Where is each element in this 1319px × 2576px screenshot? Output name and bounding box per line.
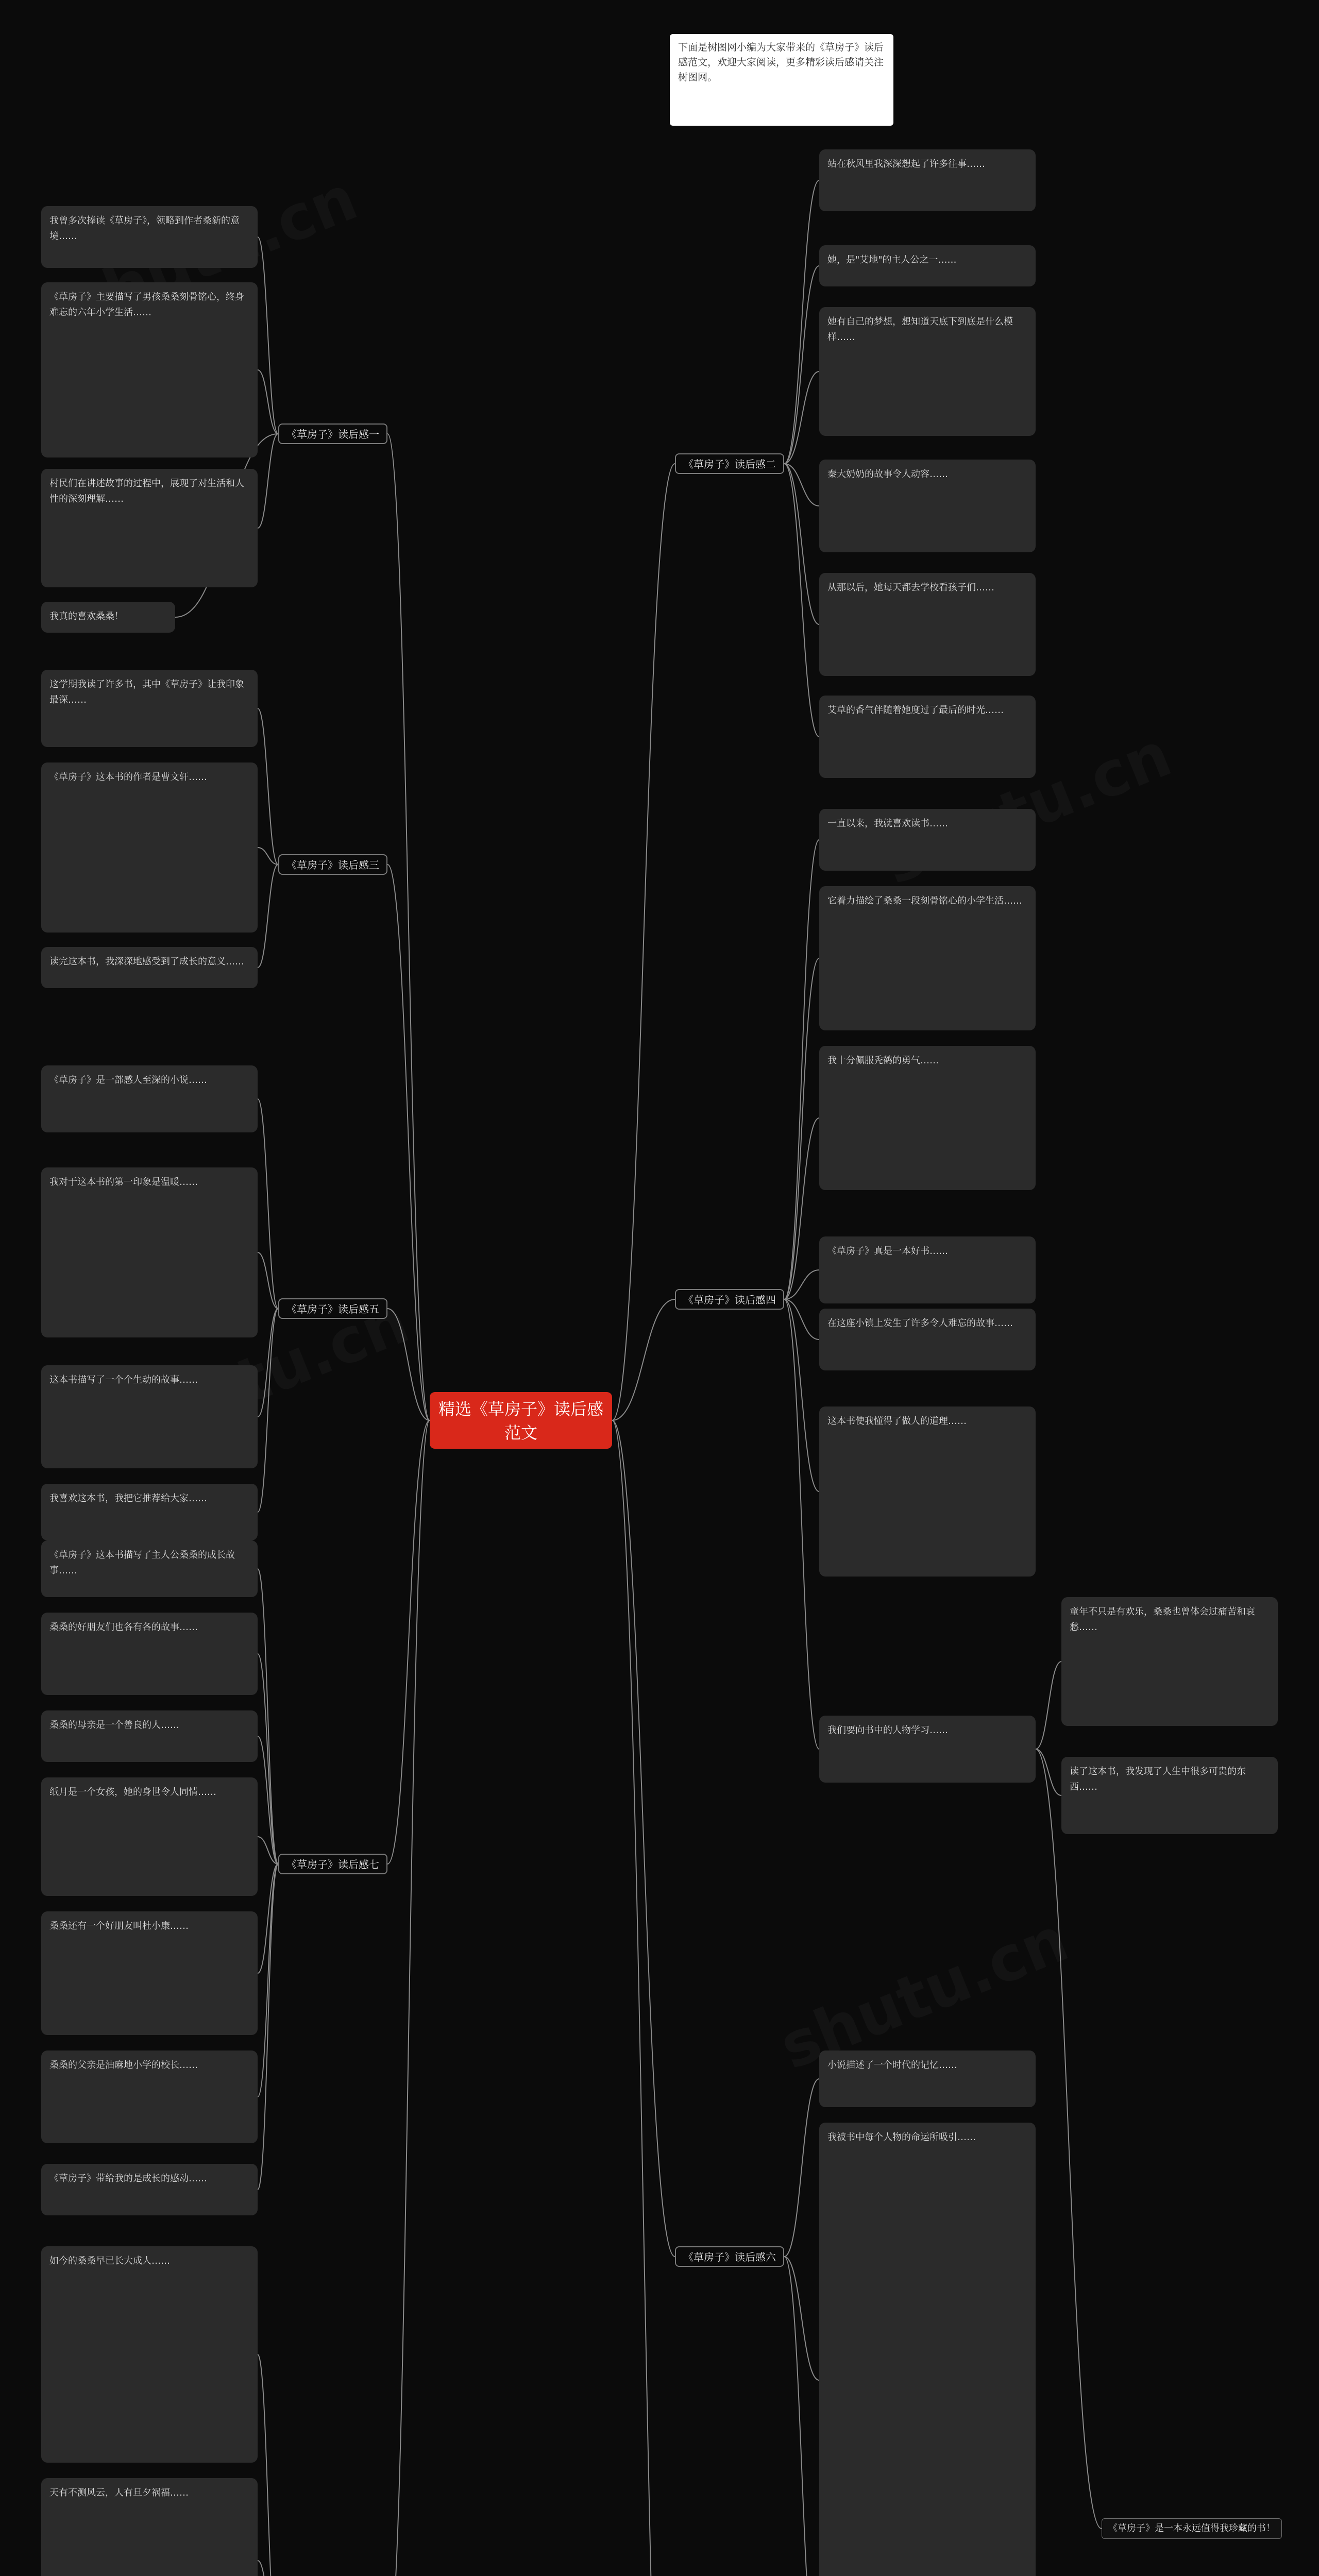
link-branch-3-node-3 <box>258 865 278 968</box>
link-branch-4-node-4 <box>784 1270 819 1299</box>
branch-7-title[interactable]: 《草房子》读后感七 <box>278 1854 387 1874</box>
branch-4-node-4: 《草房子》真是一本好书…… <box>819 1236 1036 1303</box>
link-extra-2 <box>1036 1749 1061 1795</box>
branch-4-node-1: 一直以来，我就喜欢读书…… <box>819 809 1036 871</box>
link-branch-4-node-3 <box>784 1118 819 1299</box>
link-branch-7-node-6 <box>258 1864 278 2097</box>
branch-6-title[interactable]: 《草房子》读后感六 <box>675 2246 784 2267</box>
branch-5-node-3: 这本书描写了一个个生动的故事…… <box>41 1365 258 1468</box>
link-root-branch-6 <box>612 1420 675 2257</box>
branch-7-node-2: 桑桑的好朋友们也各有各的故事…… <box>41 1613 258 1695</box>
branch-4-node-2: 它着力描绘了桑桑一段刻骨铭心的小学生活…… <box>819 886 1036 1030</box>
branch-5-node-2: 我对于这本书的第一印象是温暖…… <box>41 1167 258 1337</box>
link-branch-2-node-1 <box>784 180 819 464</box>
branch-2-node-6: 艾草的香气伴随着她度过了最后的时光…… <box>819 696 1036 778</box>
branch-9-node-1: 如今的桑桑早已长大成人…… <box>41 2246 258 2463</box>
link-branch-5-node-2 <box>258 1252 278 1309</box>
branch-7-node-7: 《草房子》带给我的是成长的感动…… <box>41 2164 258 2215</box>
link-branch-4-node-6 <box>784 1299 819 1492</box>
branch-2-title[interactable]: 《草房子》读后感二 <box>675 453 784 474</box>
link-branch-5-node-1 <box>258 1099 278 1309</box>
link-branch-7-node-1 <box>258 1569 278 1864</box>
link-branch-6-node-3 <box>784 2257 819 2576</box>
link-branch-6-node-2 <box>784 2257 819 2380</box>
link-branch-1-node-2 <box>258 370 278 434</box>
branch-6-node-1: 小说描述了一个时代的记忆…… <box>819 2050 1036 2107</box>
link-footer <box>1036 1749 1102 2529</box>
branch-6-node-2: 我被书中每个人物的命运所吸引…… <box>819 2123 1036 2576</box>
link-branch-2-node-4 <box>784 464 819 506</box>
branch-2-node-4: 秦大奶奶的故事令人动容…… <box>819 460 1036 552</box>
link-root-branch-1 <box>387 434 430 1420</box>
link-branch-6-node-1 <box>784 2079 819 2257</box>
link-root-branch-2 <box>612 464 675 1420</box>
branch-4-node-6: 这本书使我懂得了做人的道理…… <box>819 1406 1036 1577</box>
branch-7-node-3: 桑桑的母亲是一个善良的人…… <box>41 1710 258 1762</box>
link-branch-2-node-6 <box>784 464 819 737</box>
link-branch-3-node-2 <box>258 848 278 865</box>
link-branch-7-node-5 <box>258 1864 278 1973</box>
link-extra-1 <box>1036 1662 1061 1749</box>
branch-1-node-1: 我曾多次捧读《草房子》，领略到作者桑新的意境…… <box>41 206 258 268</box>
link-branch-1-node-3 <box>258 434 278 528</box>
intro-note: 下面是树图网小编为大家带来的《草房子》读后感范文，欢迎大家阅读，更多精彩读后感请关注树图网。 <box>670 34 893 126</box>
branch-9-node-2: 天有不测风云，人有旦夕祸福…… <box>41 2478 258 2576</box>
link-branch-4-node-1 <box>784 840 819 1299</box>
branch-7-node-4: 纸月是一个女孩，她的身世令人同情…… <box>41 1777 258 1896</box>
link-branch-9-node-1 <box>258 2354 278 2576</box>
branch-1-node-2: 《草房子》主要描写了男孩桑桑刻骨铭心，终身难忘的六年小学生活…… <box>41 282 258 457</box>
link-root-branch-8 <box>612 1420 675 2576</box>
link-branch-4-node-5 <box>784 1299 819 1340</box>
link-branch-3-node-1 <box>258 708 278 865</box>
link-branch-4-node-7 <box>784 1299 819 1749</box>
branch-1-node-4: 我真的喜欢桑桑！ <box>41 602 175 633</box>
branch-3-node-1: 这学期我读了许多书，其中《草房子》让我印象最深…… <box>41 670 258 747</box>
footer-node: 《草房子》是一本永远值得我珍藏的书！ <box>1102 2518 1282 2539</box>
root-node[interactable]: 精选《草房子》读后感范文 <box>430 1392 612 1449</box>
link-branch-4-node-2 <box>784 958 819 1299</box>
branch-2-node-5: 从那以后，她每天都去学校看孩子们…… <box>819 573 1036 676</box>
branch-4-node-7: 我们要向书中的人物学习…… <box>819 1716 1036 1783</box>
link-branch-2-node-5 <box>784 464 819 624</box>
branch-2-node-3: 她有自己的梦想，想知道天底下到底是什么模样…… <box>819 307 1036 436</box>
extra-node-1: 童年不只是有欢乐，桑桑也曾体会过痛苦和哀愁…… <box>1061 1597 1278 1726</box>
extra-node-2: 读了这本书，我发现了人生中很多可贵的东西…… <box>1061 1757 1278 1834</box>
link-branch-7-node-7 <box>258 1864 278 2190</box>
link-branch-7-node-4 <box>258 1837 278 1864</box>
branch-3-node-3: 读完这本书，我深深地感受到了成长的意义…… <box>41 947 258 988</box>
branch-4-node-3: 我十分佩服秃鹤的勇气…… <box>819 1046 1036 1190</box>
branch-7-node-5: 桑桑还有一个好朋友叫杜小康…… <box>41 1911 258 2035</box>
branch-2-node-2: 她，是"艾地"的主人公之一…… <box>819 245 1036 286</box>
link-branch-2-node-3 <box>784 371 819 464</box>
link-root-branch-7 <box>387 1420 430 1864</box>
branch-7-node-1: 《草房子》这本书描写了主人公桑桑的成长故事…… <box>41 1540 258 1597</box>
branch-7-node-6: 桑桑的父亲是油麻地小学的校长…… <box>41 2050 258 2143</box>
branch-5-title[interactable]: 《草房子》读后感五 <box>278 1298 387 1319</box>
link-branch-9-node-2 <box>258 2561 278 2576</box>
branch-5-node-1: 《草房子》是一部感人至深的小说…… <box>41 1065 258 1132</box>
branch-1-node-3: 村民们在讲述故事的过程中，展现了对生活和人性的深刻理解…… <box>41 469 258 587</box>
branch-2-node-1: 站在秋风里我深深想起了许多往事…… <box>819 149 1036 211</box>
branch-1-title[interactable]: 《草房子》读后感一 <box>278 423 387 444</box>
branch-5-node-4: 我喜欢这本书，我把它推荐给大家…… <box>41 1484 258 1540</box>
link-branch-7-node-2 <box>258 1654 278 1864</box>
branch-3-node-2: 《草房子》这本书的作者是曹文轩…… <box>41 762 258 933</box>
branch-3-title[interactable]: 《草房子》读后感三 <box>278 854 387 875</box>
branch-4-node-5: 在这座小镇上发生了许多令人难忘的故事…… <box>819 1309 1036 1370</box>
link-root-branch-4 <box>612 1299 675 1420</box>
branch-4-title[interactable]: 《草房子》读后感四 <box>675 1289 784 1310</box>
link-branch-2-node-2 <box>784 266 819 464</box>
link-branch-7-node-3 <box>258 1736 278 1864</box>
link-root-branch-9 <box>387 1420 430 2576</box>
